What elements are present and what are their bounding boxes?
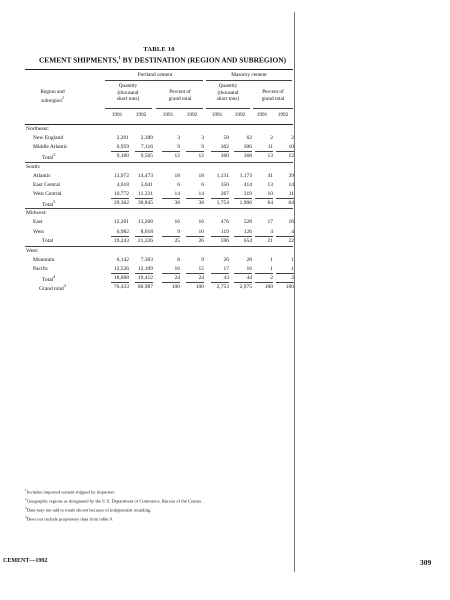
table-cell: 22 bbox=[288, 237, 294, 244]
table-cell: 76,433 bbox=[113, 284, 129, 291]
table-cell: 9 bbox=[177, 144, 180, 151]
table-cell: 11 bbox=[288, 190, 294, 197]
table-cell: 24 bbox=[174, 275, 180, 282]
row-label: Total$^3$ bbox=[42, 200, 56, 208]
table-cell: 1,906 bbox=[239, 200, 252, 207]
table-cell: 10 bbox=[198, 228, 204, 235]
table-cell: 14 bbox=[174, 190, 180, 197]
table-row bbox=[25, 218, 293, 227]
table-cell: 12,526 bbox=[113, 266, 129, 273]
table-cell: 9,505 bbox=[140, 153, 153, 160]
table-cell: 414 bbox=[243, 181, 252, 188]
row-label: Pacific bbox=[33, 266, 49, 273]
table-cell: 16 bbox=[174, 219, 180, 226]
table-cell: 528 bbox=[243, 219, 252, 226]
table-cell: 6,142 bbox=[116, 256, 129, 263]
row-label: East bbox=[33, 219, 43, 226]
table-cell: 1 bbox=[291, 266, 294, 273]
row-label: Mountain bbox=[33, 256, 55, 263]
table-cell: 368 bbox=[243, 153, 252, 160]
header-region-subregion: Region and subregion$^2$ bbox=[40, 89, 65, 104]
header-masonry-percent: Percent of grand total bbox=[261, 89, 285, 102]
table-cell: 100 bbox=[285, 284, 294, 291]
table-cell: 2,201 bbox=[116, 135, 129, 142]
table-cell: 38 bbox=[174, 200, 180, 207]
table-cell: 62 bbox=[246, 135, 252, 142]
row-label: West bbox=[33, 228, 44, 235]
table-row bbox=[25, 172, 293, 181]
table-cell: 12 bbox=[174, 153, 180, 160]
table-header bbox=[25, 70, 293, 125]
header-masonry-cement: Masonry cement bbox=[231, 72, 267, 78]
table-cell: 26 bbox=[223, 256, 229, 263]
table-cell: 16 bbox=[198, 219, 204, 226]
table-cell: 2,753 bbox=[216, 284, 229, 291]
table-cell: 119 bbox=[220, 228, 229, 235]
table-cell: 356 bbox=[220, 181, 229, 188]
table-cell: 10 bbox=[288, 144, 294, 151]
table-cell: 44 bbox=[246, 275, 252, 282]
table-cell: 10 bbox=[267, 190, 273, 197]
table-cell: 58 bbox=[223, 135, 229, 142]
table-cell: 1 bbox=[291, 256, 294, 263]
table-cell: 8 bbox=[177, 256, 180, 263]
table-row bbox=[25, 181, 293, 190]
table-body bbox=[25, 125, 293, 293]
row-label: East Central bbox=[33, 181, 61, 188]
table-cell: 306 bbox=[243, 144, 252, 151]
table-row bbox=[25, 256, 293, 265]
header-portland-cement: Portland cement bbox=[137, 72, 173, 78]
table-cell: 19,243 bbox=[113, 237, 129, 244]
table-cell: 1 bbox=[270, 256, 273, 263]
table-cell: 9 bbox=[201, 144, 204, 151]
table-title: CEMENT SHIPMENTS,$^1$ BY DESTINATION (REGION AND SUBREGION) bbox=[38, 55, 287, 65]
table-cell: 3 bbox=[201, 135, 204, 142]
running-footer-title: CEMENT—1992 bbox=[3, 558, 48, 564]
table-cell: 2,389 bbox=[140, 135, 153, 142]
table-cell: 38 bbox=[198, 200, 204, 207]
table-cell: 6,982 bbox=[116, 228, 129, 235]
table-total-row bbox=[25, 274, 293, 283]
year-header: 1992 bbox=[277, 112, 289, 118]
row-label: Middle Atlantic bbox=[33, 144, 68, 151]
year-header: 1992 bbox=[186, 112, 198, 118]
table-cell: 1 bbox=[270, 266, 273, 273]
table-row bbox=[25, 190, 293, 199]
row-label: Total$^4$ bbox=[42, 275, 56, 284]
table-row bbox=[25, 265, 293, 274]
table-cell: 6 bbox=[177, 181, 180, 188]
table-total-row bbox=[25, 199, 293, 208]
table-cell: 6,959 bbox=[116, 144, 129, 151]
table-cell: 9 bbox=[177, 228, 180, 235]
table-cell: 654 bbox=[243, 237, 252, 244]
table-cell: 302 bbox=[220, 144, 229, 151]
footnote: $^3$Data may not add to totals shown because of independent rounding. bbox=[25, 505, 152, 513]
table-section-header bbox=[25, 125, 293, 134]
row-label: Atlantic bbox=[33, 172, 51, 179]
table-total-row bbox=[25, 283, 293, 292]
table-cell: 13 bbox=[267, 181, 273, 188]
table-cell: 15 bbox=[198, 266, 204, 273]
table-section-header bbox=[25, 162, 293, 172]
table-cell: 26 bbox=[198, 237, 204, 244]
table-section-header bbox=[25, 208, 293, 218]
table-cell: 596 bbox=[220, 237, 229, 244]
year-header: 1991 bbox=[211, 112, 223, 118]
year-header: 1992 bbox=[135, 112, 147, 118]
title-footnote-mark: 1 bbox=[118, 55, 121, 60]
footnote: $^2$Geographic regions as designated by the U.S. Department of Commerce, Bureau of the Census. bbox=[25, 496, 203, 504]
table-cell: 11 bbox=[267, 144, 273, 151]
table-cell: 13 bbox=[267, 153, 273, 160]
table-cell: 19,412 bbox=[137, 275, 153, 282]
table-cell: 6 bbox=[201, 181, 204, 188]
table-cell: 1,131 bbox=[216, 172, 229, 179]
table-cell: 267 bbox=[220, 190, 229, 197]
table-cell: 25 bbox=[174, 237, 180, 244]
table-total-row bbox=[25, 237, 293, 246]
table-cell: 2 bbox=[291, 275, 294, 282]
table-cell: 126 bbox=[243, 228, 252, 235]
table-cell: 9 bbox=[201, 256, 204, 263]
table-cell: 319 bbox=[243, 190, 252, 197]
table-cell: 12 bbox=[198, 153, 204, 160]
table-section-header bbox=[25, 246, 293, 256]
header-masonry-quantity: Quantity (thousand short tons) bbox=[216, 83, 240, 103]
table-cell: 2 bbox=[291, 135, 294, 142]
row-label: Total$^3$ bbox=[42, 153, 56, 162]
row-label: Total bbox=[42, 237, 54, 244]
row-label: New England bbox=[33, 135, 64, 142]
table-cell: 80,987 bbox=[137, 284, 153, 291]
table-cell: 29,362 bbox=[113, 200, 129, 207]
table-cell: 16 bbox=[174, 266, 180, 273]
table-cell: 100 bbox=[171, 284, 180, 291]
table-cell: 8,018 bbox=[140, 228, 153, 235]
row-label: Midwest: bbox=[26, 210, 47, 217]
header-portland-quantity: Quantity (thousand short tons) bbox=[116, 83, 140, 103]
header-portland-percent: Percent of grand total bbox=[168, 89, 192, 102]
table-cell: 14 bbox=[198, 190, 204, 197]
table-cell: 4 bbox=[270, 228, 273, 235]
footnote: $^4$Does not include proprietary data from table 9. bbox=[25, 514, 113, 522]
table-cell: 1,173 bbox=[239, 172, 252, 179]
table-row bbox=[25, 134, 293, 143]
table-cell: 13,972 bbox=[113, 172, 129, 179]
row-label: Grand total$^4$ bbox=[39, 284, 66, 293]
table-cell: 12,109 bbox=[137, 266, 153, 273]
table-cell: 476 bbox=[220, 219, 229, 226]
table-cell: 39 bbox=[288, 172, 294, 179]
year-header: 1991 bbox=[256, 112, 268, 118]
table-cell: 12 bbox=[288, 153, 294, 160]
table-cell: 3 bbox=[177, 135, 180, 142]
table-cell: 14 bbox=[288, 181, 294, 188]
row-label: West Central bbox=[33, 190, 62, 197]
table-total-row bbox=[25, 152, 293, 161]
footnotes bbox=[25, 487, 295, 523]
table-cell: 18,668 bbox=[113, 275, 129, 282]
table-cell: 14,473 bbox=[137, 172, 153, 179]
table-cell: 4,618 bbox=[116, 181, 129, 188]
table-cell: 2 bbox=[270, 275, 273, 282]
table-cell: 64 bbox=[288, 200, 294, 207]
table-cell: 7,303 bbox=[140, 256, 153, 263]
table-row bbox=[25, 143, 293, 152]
table-cell: 2,975 bbox=[239, 284, 252, 291]
table-cell: 4 bbox=[291, 228, 294, 235]
table-cell: 100 bbox=[195, 284, 204, 291]
table-cell: 21 bbox=[267, 237, 273, 244]
table-cell: 2 bbox=[270, 135, 273, 142]
table-cell: 1,754 bbox=[216, 200, 229, 207]
table-cell: 12,261 bbox=[113, 219, 129, 226]
table-cell: 24 bbox=[198, 275, 204, 282]
footnote: $^1$Includes imported cement shipped by importers. bbox=[25, 488, 116, 495]
row-label: West: bbox=[26, 247, 39, 254]
page-number: 309 bbox=[420, 558, 432, 567]
table-cell: 10,772 bbox=[113, 190, 129, 197]
table-cell: 21,226 bbox=[137, 237, 153, 244]
table-cell: 17 bbox=[223, 266, 229, 273]
table-number: TABLE 10 bbox=[143, 46, 175, 53]
table-cell: 18 bbox=[288, 219, 294, 226]
table-cell: 9,160 bbox=[116, 153, 129, 160]
table-row bbox=[25, 228, 293, 237]
cement-shipments-table bbox=[25, 69, 293, 293]
table-cell: 17 bbox=[267, 219, 273, 226]
table-cell: 64 bbox=[267, 200, 273, 207]
row-label: Northeast: bbox=[26, 126, 49, 132]
table-cell: 7,116 bbox=[140, 144, 153, 151]
table-cell: 5,041 bbox=[140, 181, 153, 188]
year-header: 1991 bbox=[111, 112, 123, 118]
table-cell: 18 bbox=[198, 172, 204, 179]
table-cell: 100 bbox=[264, 284, 273, 291]
year-header: 1992 bbox=[234, 112, 246, 118]
table-cell: 30,845 bbox=[137, 200, 153, 207]
year-header: 1991 bbox=[162, 112, 174, 118]
table-cell: 18 bbox=[174, 172, 180, 179]
table-cell: 41 bbox=[267, 172, 273, 179]
table-cell: 16 bbox=[246, 266, 252, 273]
table-cell: 360 bbox=[220, 153, 229, 160]
table-cell: 43 bbox=[223, 275, 229, 282]
table-cell: 11,331 bbox=[138, 190, 153, 197]
table-cell: 28 bbox=[246, 256, 252, 263]
table-cell: 13,208 bbox=[137, 219, 153, 226]
row-label: South: bbox=[26, 163, 41, 170]
